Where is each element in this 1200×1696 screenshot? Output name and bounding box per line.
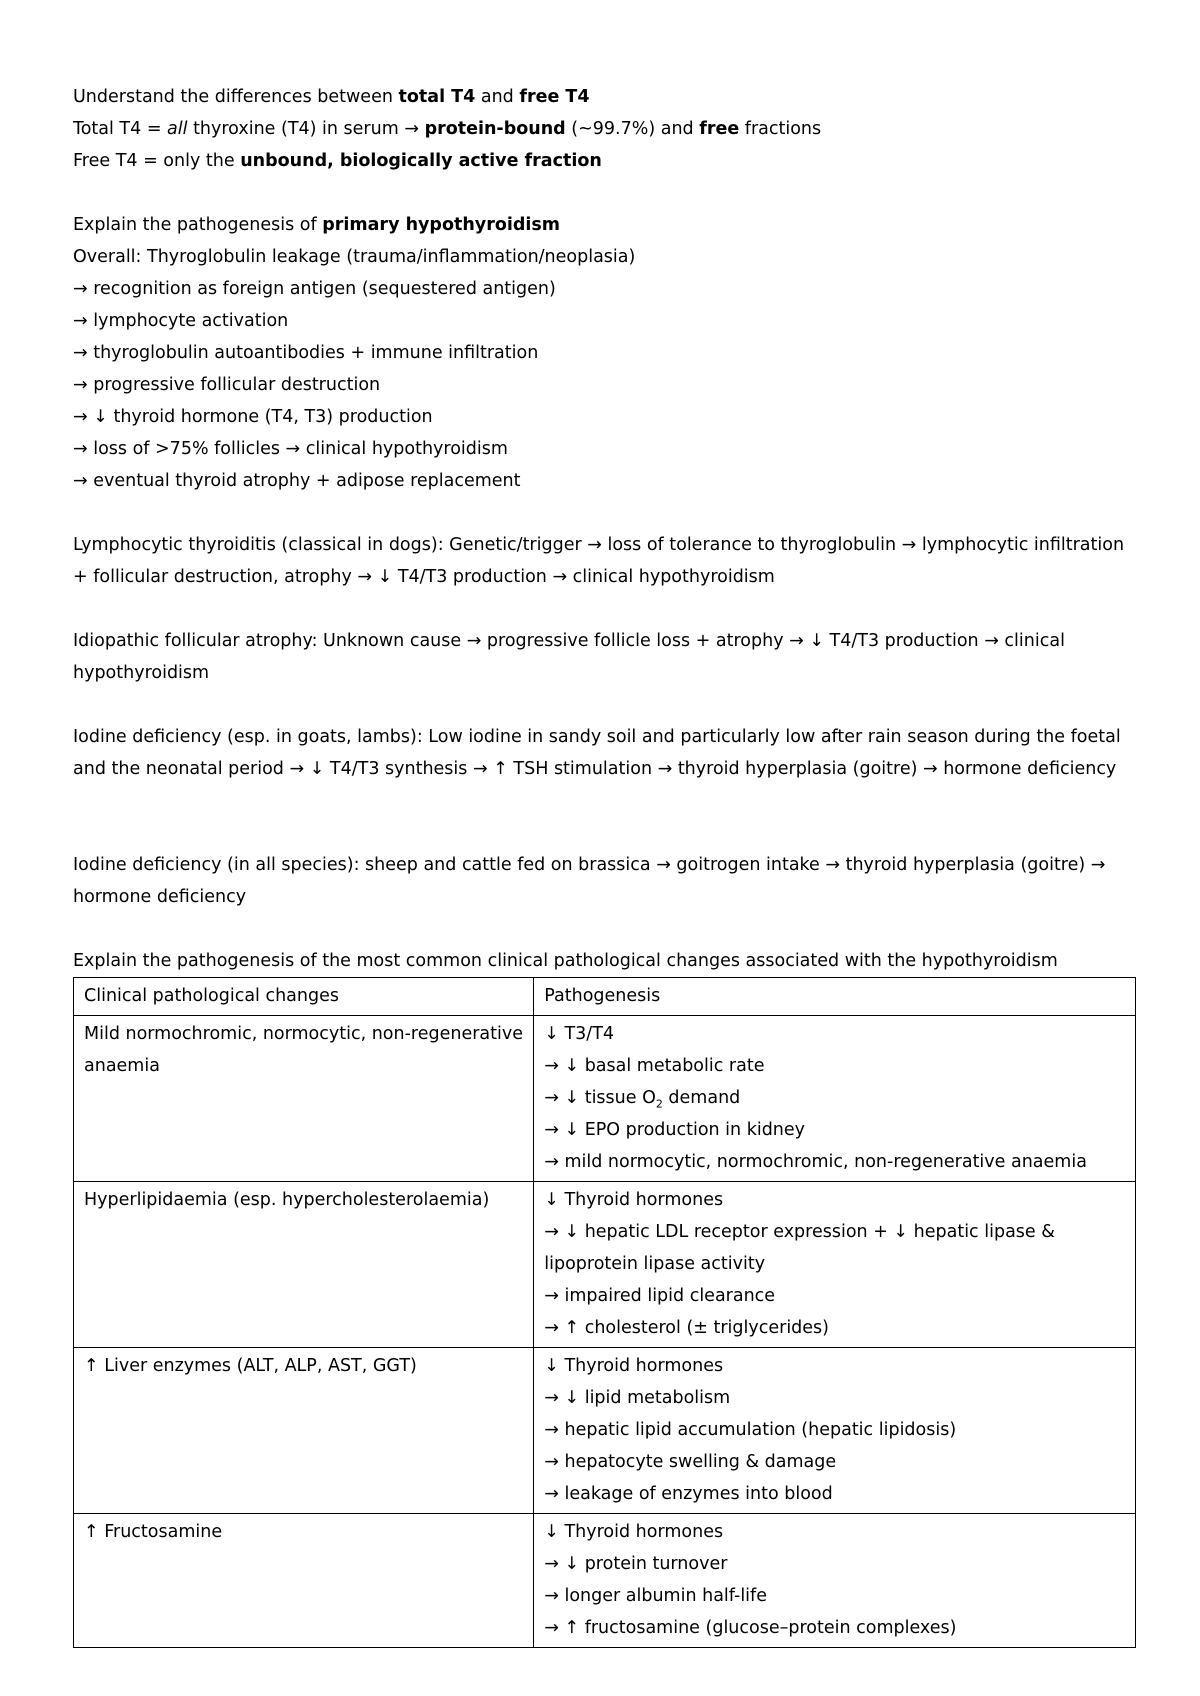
pathogenesis-line: → ↓ protein turnover bbox=[544, 1554, 728, 1574]
change-cell bbox=[74, 1348, 534, 1514]
pathogenesis-step: → lymphocyte activation bbox=[73, 311, 289, 331]
bold-text: total T4 bbox=[398, 87, 476, 107]
pathogenesis-line: ↓ T3/T4 bbox=[544, 1024, 615, 1044]
change-text: Mild normochromic, normocytic, non-regenerative anaemia bbox=[84, 1024, 523, 1076]
pathogenesis-heading bbox=[73, 209, 1135, 241]
pathogenesis-line: → ↓ EPO production in kidney bbox=[544, 1120, 806, 1140]
text: (~99.7%) and bbox=[565, 119, 700, 139]
bold-text: protein-bound bbox=[424, 119, 566, 139]
pathogenesis-cell bbox=[534, 1182, 1136, 1348]
free-t4-definition bbox=[73, 145, 1135, 177]
total-t4-definition bbox=[73, 113, 1135, 145]
clinical-changes-table bbox=[73, 977, 1136, 1648]
table-row bbox=[74, 1514, 1136, 1648]
change-text: ↑ Fructosamine bbox=[84, 1522, 223, 1542]
table-header-row bbox=[74, 978, 1136, 1016]
lymphocytic-thyroiditis-paragraph: Lymphocytic thyroiditis (classical in dogs): Genetic/trigger → loss of tolerance to thyroglobulin → lymphocytic infiltration + follicular destruction, atrophy → ↓ T4/T3 production → clinical hypothyroidism bbox=[73, 535, 1125, 587]
pathogenesis-step: → recognition as foreign antigen (sequestered antigen) bbox=[73, 279, 556, 299]
pathogenesis-line: ↓ Thyroid hormones bbox=[544, 1356, 724, 1376]
table-row bbox=[74, 1348, 1136, 1514]
pathogenesis-line: → leakage of enzymes into blood bbox=[544, 1484, 833, 1504]
table-header-cell: Clinical pathological changes bbox=[74, 978, 534, 1016]
pathogenesis-line: → mild normocytic, normochromic, non-regenerative anaemia bbox=[544, 1152, 1087, 1172]
table-header-cell: Pathogenesis bbox=[534, 978, 1136, 1016]
pathogenesis-step: Overall: Thyroglobulin leakage (trauma/inflammation/neoplasia) bbox=[73, 247, 636, 267]
text: thyroxine (T4) in serum → bbox=[187, 119, 425, 139]
t4-heading bbox=[73, 81, 1135, 113]
table-heading: Explain the pathogenesis of the most common clinical pathological changes associated with the hypothyroidism bbox=[73, 951, 1058, 971]
idiopathic-atrophy-paragraph: Idiopathic follicular atrophy: Unknown cause → progressive follicle loss + atrophy → ↓ T4/T3 production → clinical hypothyroidism bbox=[73, 631, 1065, 683]
bold-text: unbound, biologically active fraction bbox=[240, 151, 602, 171]
pathogenesis-cell bbox=[534, 1016, 1136, 1182]
change-cell bbox=[74, 1182, 534, 1348]
pathogenesis-line: → impaired lipid clearance bbox=[544, 1286, 776, 1306]
table-row bbox=[74, 1016, 1136, 1182]
change-cell bbox=[74, 1016, 534, 1182]
pathogenesis-line: → ↓ basal metabolic rate bbox=[544, 1056, 765, 1076]
pathogenesis-line: → longer albumin half-life bbox=[544, 1586, 767, 1606]
pathogenesis-line: ↓ Thyroid hormones bbox=[544, 1190, 724, 1210]
text: and bbox=[475, 87, 520, 107]
pathogenesis-line: ↓ Thyroid hormones bbox=[544, 1522, 724, 1542]
bold-text: free bbox=[699, 119, 740, 139]
bold-text: free T4 bbox=[519, 87, 590, 107]
change-text: Hyperlipidaemia (esp. hypercholesterolaemia) bbox=[84, 1190, 490, 1210]
text: fractions bbox=[739, 119, 822, 139]
pathogenesis-step: → ↓ thyroid hormone (T4, T3) production bbox=[73, 407, 433, 427]
pathogenesis-step: → thyroglobulin autoantibodies + immune infiltration bbox=[73, 343, 539, 363]
change-text: ↑ Liver enzymes (ALT, ALP, AST, GGT) bbox=[84, 1356, 417, 1376]
text: Explain the pathogenesis of bbox=[73, 215, 323, 235]
text: → ↓ tissue O bbox=[544, 1088, 656, 1108]
text: Free T4 = only the bbox=[73, 151, 241, 171]
text: Total T4 = bbox=[73, 119, 168, 139]
iodine-deficiency-all-paragraph: Iodine deficiency (in all species): sheep and cattle fed on brassica → goitrogen intake → thyroid hyperplasia (goitre) → hormone deficiency bbox=[73, 855, 1106, 907]
pathogenesis-line: → hepatocyte swelling & damage bbox=[544, 1452, 837, 1472]
pathogenesis-step: → progressive follicular destruction bbox=[73, 375, 381, 395]
subscript: 2 bbox=[655, 1097, 663, 1111]
bold-text: primary hypothyroidism bbox=[322, 215, 561, 235]
pathogenesis-line: → hepatic lipid accumulation (hepatic lipidosis) bbox=[544, 1420, 957, 1440]
pathogenesis-step: → eventual thyroid atrophy + adipose replacement bbox=[73, 471, 521, 491]
italic-text: all bbox=[167, 119, 188, 139]
pathogenesis-line: → ↑ fructosamine (glucose–protein complexes) bbox=[544, 1618, 957, 1638]
pathogenesis-cell bbox=[534, 1348, 1136, 1514]
pathogenesis-line: → ↓ lipid metabolism bbox=[544, 1388, 731, 1408]
pathogenesis-cell bbox=[534, 1514, 1136, 1648]
table-row bbox=[74, 1182, 1136, 1348]
text: demand bbox=[662, 1088, 741, 1108]
text: Understand the differences between bbox=[73, 87, 399, 107]
iodine-deficiency-goats-paragraph: Iodine deficiency (esp. in goats, lambs): Low iodine in sandy soil and particularly low after rain season during the foetal and the neonatal period → ↓ T4/T3 synthesis → ↑ TSH stimulation → thyroid hyperplasia (goitre) → hormone deficiency bbox=[73, 727, 1121, 779]
pathogenesis-line bbox=[544, 1082, 1125, 1114]
document-page bbox=[73, 81, 1135, 1648]
pathogenesis-step: → loss of >75% follicles → clinical hypothyroidism bbox=[73, 439, 508, 459]
pathogenesis-line: → ↑ cholesterol (± triglycerides) bbox=[544, 1318, 830, 1338]
change-cell bbox=[74, 1514, 534, 1648]
pathogenesis-line: → ↓ hepatic LDL receptor expression + ↓ hepatic lipase & lipoprotein lipase activity bbox=[544, 1222, 1055, 1274]
